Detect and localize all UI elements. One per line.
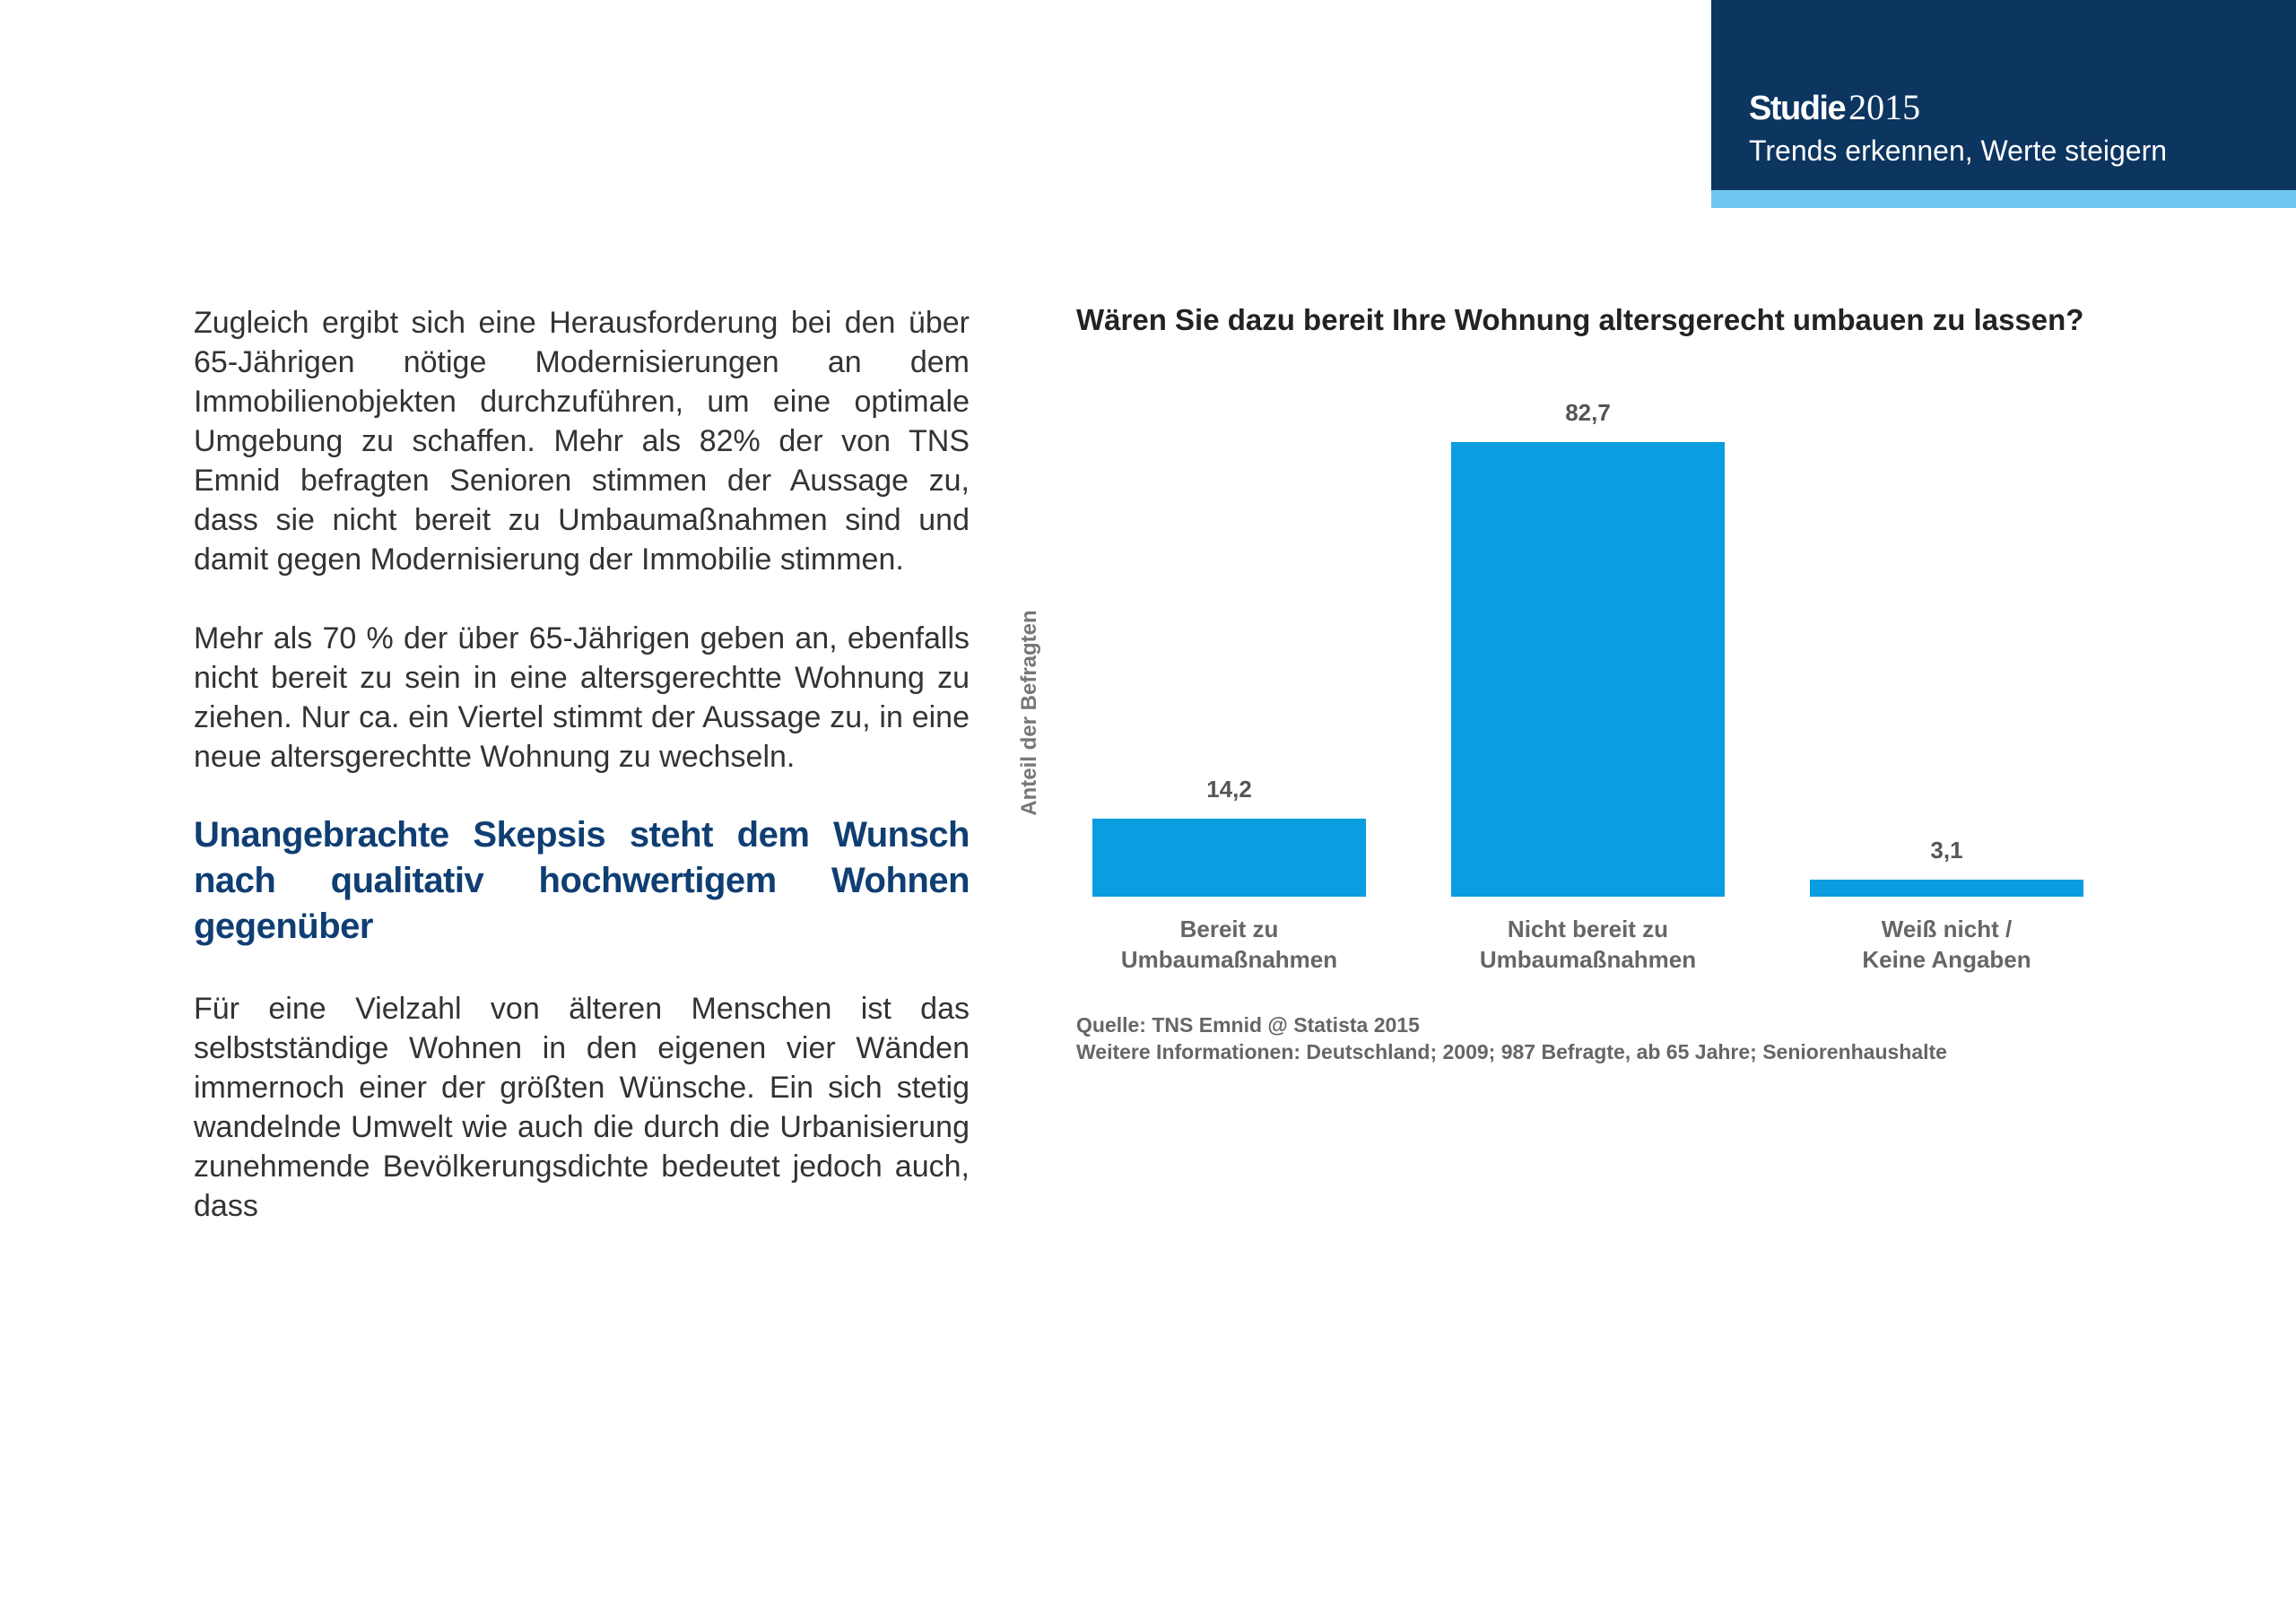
brand-title xyxy=(1749,87,1921,127)
bar-value-label: 82,7 xyxy=(1565,399,1611,426)
text-column xyxy=(194,303,970,1226)
chart-title: Wären Sie dazu bereit Ihre Wohnung altersgerecht umbauen zu lassen? xyxy=(1076,303,2084,336)
source-line: Quelle: TNS Emnid @ Statista 2015 xyxy=(1076,1013,1420,1037)
chart-bar xyxy=(1810,880,2083,897)
y-axis-label: Anteil der Befragten xyxy=(1017,610,1041,816)
bar-value-label: 3,1 xyxy=(1930,836,1963,864)
category-label: Keine Angaben xyxy=(1862,946,2031,973)
brand-word: Studie xyxy=(1749,90,1846,127)
body-paragraph-2: Mehr als 70 % der über 65-Jährigen geben an, ebenfalls nicht bereit zu sein in eine altersgerechtte Wohnung zu ziehen. Nur ca. ein Viertel stimmt der Aussage zu, in eine neue altersgerechtte Wohnung zu wechseln. xyxy=(194,621,970,774)
category-label: Weiß nicht / xyxy=(1881,916,2013,942)
chart-bar xyxy=(1451,442,1725,897)
bar-value-label: 14,2 xyxy=(1206,775,1252,803)
category-label: Bereit zu xyxy=(1179,916,1279,942)
category-label: Umbaumaßnahmen xyxy=(1479,946,1697,973)
brand-tagline: Trends erkennen, Werte steigern xyxy=(1749,135,2168,167)
section-heading: Unangebrachte Skepsis steht dem Wunsch nach qualitativ hochwertigem Wohnen gegenüber xyxy=(194,815,970,946)
category-label: Nicht bereit zu xyxy=(1507,916,1669,942)
category-label: Umbaumaßnahmen xyxy=(1120,946,1338,973)
brand-year: 2015 xyxy=(1848,87,1921,127)
chart-source xyxy=(1076,1011,1947,1065)
header-accent-stripe xyxy=(1711,190,2296,208)
source-details: Weitere Informationen: Deutschland; 2009; 987 Befragte, ab 65 Jahre; Seniorenhaushalte xyxy=(1076,1040,1947,1063)
body-paragraph-3: Für eine Vielzahl von älteren Menschen ist das selbstständige Wohnen in den eigenen vier Wänden immernoch einer der größten Wünsche. Ein sich stetig wandelnde Umwelt wie auch die durch die Urbanisierung zunehmende Bevölkerungsdichte bedeutet jedoch auch, dass xyxy=(194,992,970,1223)
body-paragraph-1: Zugleich ergibt sich eine Herausforderung bei den über 65-Jährigen nötige Modernisierungen an dem Immobilienobjekten durchzuführen, um eine optimale Umgebung zu schaffen. Mehr als 82% der von TNS Emnid befragten Senioren stimmen der Aussage zu, dass sie nicht bereit zu Umbaumaßnahmen sind und damit gegen Modernisierung der Immobilie stimmen. xyxy=(194,306,970,577)
chart-bar xyxy=(1092,819,1366,897)
header-banner xyxy=(1711,0,2296,190)
